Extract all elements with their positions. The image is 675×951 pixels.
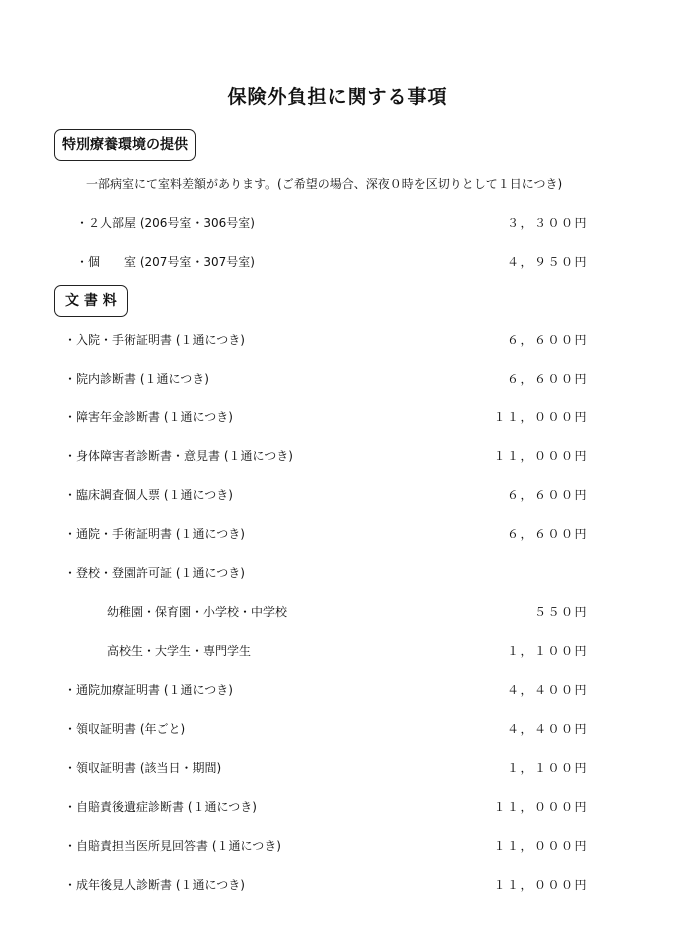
doc-item-price: １１，０００円 — [493, 878, 588, 892]
doc-item-label: ・通院加療証明書 (１通につき) — [64, 683, 233, 697]
doc-item-price: ６，６００円 — [506, 488, 588, 502]
doc-item-price: １１，０００円 — [493, 449, 588, 463]
room-fee-note: 一部病室にて室料差額があります。(ご希望の場合、深夜０時を区切りとして１日につき) — [86, 177, 563, 191]
doc-item-label: ・登校・登園許可証 (１通につき) — [64, 566, 245, 580]
doc-item-price: ６，６００円 — [506, 372, 588, 386]
section-heading-special-environment: 特別療養環境の提供 — [54, 129, 196, 161]
doc-item-price: ４，４００円 — [506, 722, 588, 736]
doc-item-label: ・自賠責担当医所見回答書 (１通につき) — [64, 839, 281, 853]
doc-item-label: ・領収証明書 (年ごと) — [64, 722, 186, 736]
doc-item-price: １１，０００円 — [493, 410, 588, 424]
doc-item-label: ・自賠責後遺症診断書 (１通につき) — [64, 800, 257, 814]
room-item-label: ・個 室 (207号室・307号室) — [76, 255, 255, 269]
doc-item-label: ・通院・手術証明書 (１通につき) — [64, 527, 245, 541]
doc-item-price: １１，０００円 — [493, 800, 588, 814]
doc-item-price: ６，６００円 — [506, 527, 588, 541]
doc-item-price: １１，０００円 — [493, 839, 588, 853]
doc-item-label: ・身体障害者診断書・意見書 (１通につき) — [64, 449, 293, 463]
doc-item-label: ・臨床調査個人票 (１通につき) — [64, 488, 233, 502]
doc-subitem-price: ５５０円 — [533, 605, 588, 619]
doc-item-price: ６，６００円 — [506, 333, 588, 347]
doc-item-price: ４，４００円 — [506, 683, 588, 697]
doc-item-label: ・領収証明書 (該当日・期間) — [64, 761, 222, 775]
doc-item-label: ・障害年金診断書 (１通につき) — [64, 410, 233, 424]
doc-item-label: ・成年後見人診断書 (１通につき) — [64, 878, 245, 892]
doc-item-label: ・院内診断書 (１通につき) — [64, 372, 209, 386]
room-item-price: ４，９５０円 — [506, 255, 588, 269]
doc-subitem-label: 高校生・大学生・専門学生 — [107, 644, 252, 658]
doc-item-label: ・入院・手術証明書 (１通につき) — [64, 333, 245, 347]
section-heading-document-fee: 文 書 料 — [54, 285, 128, 317]
room-item-label: ・２人部屋 (206号室・306号室) — [76, 216, 255, 230]
room-item-price: ３，３００円 — [506, 216, 588, 230]
doc-subitem-label: 幼稚園・保育園・小学校・中学校 — [107, 605, 288, 619]
doc-subitem-price: １，１００円 — [506, 644, 588, 658]
page-title: 保険外負担に関する事項 — [227, 86, 448, 108]
doc-item-price: １，１００円 — [506, 761, 588, 775]
